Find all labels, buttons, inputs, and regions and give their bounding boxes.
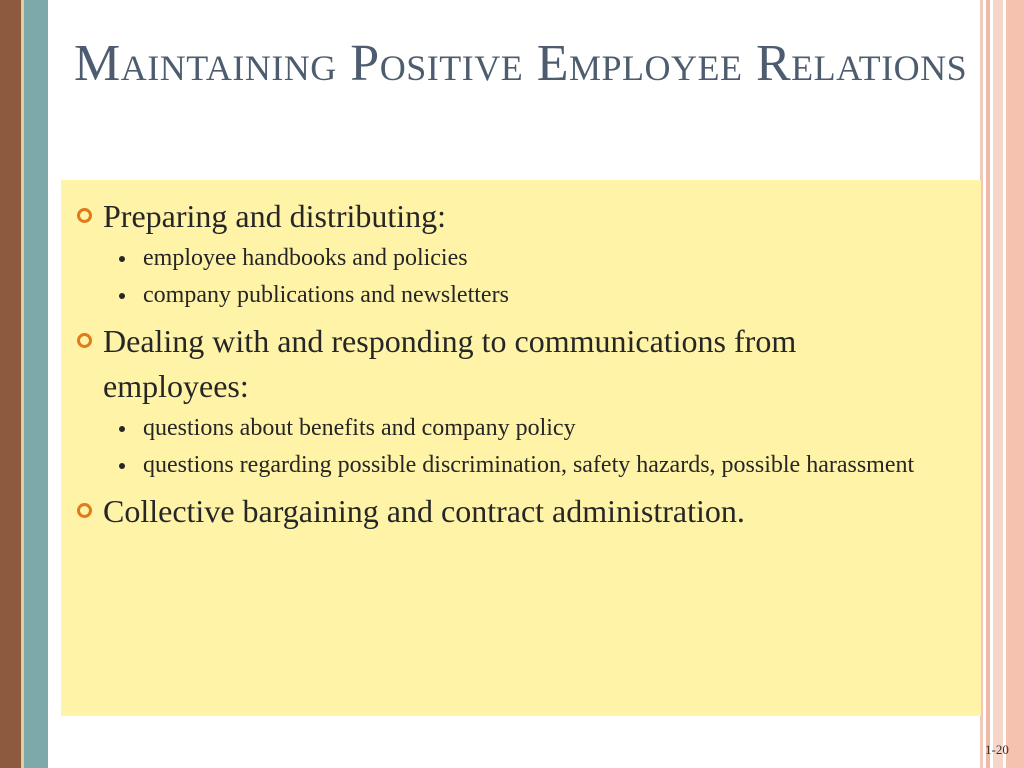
right-stripe-2 — [986, 0, 990, 768]
right-stripe-3 — [993, 0, 1003, 768]
bullet-text: Collective bargaining and contract administration. — [103, 493, 745, 529]
dot-bullet-icon — [119, 463, 125, 469]
dot-bullet-icon — [119, 293, 125, 299]
sub-bullet-text: questions regarding possible discrimination, safety hazards, possible harassment — [143, 452, 915, 478]
bullet-item — [75, 194, 941, 239]
slide-title: Maintaining Positive Employee Relations — [74, 35, 968, 92]
bullet-text: Dealing with and responding to communications from employees: — [103, 323, 797, 404]
bullet-item — [75, 319, 941, 409]
sub-bullet-list — [75, 241, 941, 313]
sub-bullet-item — [75, 411, 941, 446]
dot-bullet-icon — [119, 256, 125, 262]
orange-ring-bullet-icon — [77, 208, 92, 223]
bullet-text: Preparing and distributing: — [103, 198, 447, 234]
right-stripe-4 — [1006, 0, 1024, 768]
sub-bullet-list — [75, 411, 941, 483]
left-teal-stripe — [24, 0, 48, 768]
page-number: 1-20 — [985, 742, 1009, 757]
sub-bullet-item — [75, 448, 941, 483]
sub-bullet-text: questions about benefits and company policy — [143, 415, 576, 441]
content-box — [61, 180, 981, 716]
dot-bullet-icon — [119, 426, 125, 432]
orange-ring-bullet-icon — [77, 333, 92, 348]
sub-bullet-item — [75, 241, 941, 276]
sub-bullet-text: employee handbooks and policies — [143, 245, 468, 271]
left-brown-stripe — [0, 0, 21, 768]
orange-ring-bullet-icon — [77, 503, 92, 518]
bullet-item — [75, 489, 941, 534]
sub-bullet-text: company publications and newsletters — [143, 282, 509, 308]
sub-bullet-item — [75, 278, 941, 313]
